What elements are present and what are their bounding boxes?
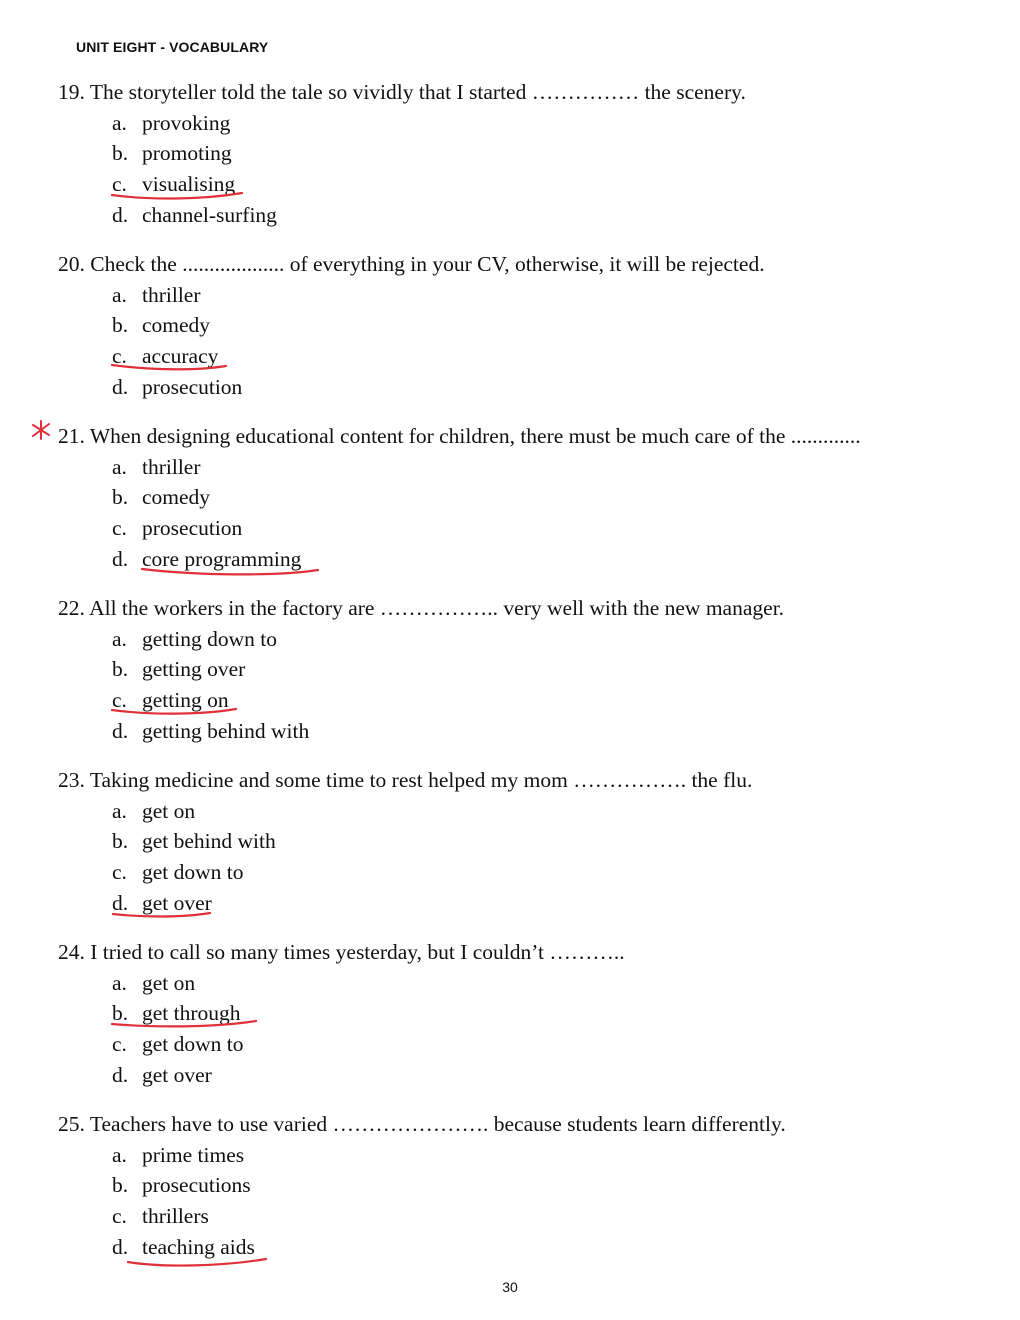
option-a: a. get on xyxy=(112,970,196,995)
option-d: d. core programming xyxy=(112,544,978,575)
option-a: a. thriller xyxy=(112,454,201,479)
option-b: b. getting over xyxy=(112,657,246,682)
option-d: d. getting behind with xyxy=(112,718,310,743)
option-c: c. visualising xyxy=(112,169,978,200)
question-text: 24. I tried to call so many times yesterday, but I couldn’t ……….. xyxy=(58,940,625,964)
option-c: c. getting on xyxy=(112,685,978,716)
question-text: 25. Teachers have to use varied …………………. because students learn differently. xyxy=(58,1112,786,1136)
option-c: c. get down to xyxy=(112,1032,244,1057)
question-25 xyxy=(58,1109,978,1262)
option-b: b. comedy xyxy=(112,485,211,510)
option-a: a. getting down to xyxy=(112,626,277,651)
option-a: a. provoking xyxy=(112,110,231,135)
option-c: c. accuracy xyxy=(112,341,978,372)
option-b: b. comedy xyxy=(112,313,211,338)
question-text: 22. All the workers in the factory are …………….. very well with the new manager. xyxy=(58,596,785,620)
option-a: a. thriller xyxy=(112,282,201,307)
question-24 xyxy=(58,937,978,1090)
question-text: 21. When designing educational content for children, there must be much care of the ............. xyxy=(58,424,861,448)
page-number: 30 xyxy=(502,1279,518,1295)
option-d: d. teaching aids xyxy=(112,1232,978,1263)
question-21 xyxy=(58,421,978,574)
option-d: d. get over xyxy=(112,888,978,919)
question-text: 20. Check the ................... of everything in your CV, otherwise, it will be rejected. xyxy=(58,252,765,276)
question-22 xyxy=(58,593,978,746)
unit-header: UNIT EIGHT - VOCABULARY xyxy=(76,39,269,55)
question-text: 19. The storyteller told the tale so vividly that I started …………… the scenery. xyxy=(58,80,746,104)
question-20 xyxy=(58,249,978,402)
star-annotation-icon xyxy=(31,419,51,441)
option-c: c. get down to xyxy=(112,860,244,885)
option-c: c. prosecution xyxy=(112,516,243,541)
option-d: d. channel-surfing xyxy=(112,202,277,227)
question-19 xyxy=(58,77,978,230)
question-text: 23. Taking medicine and some time to rest helped my mom ……………. the flu. xyxy=(58,768,753,792)
option-c: c. thrillers xyxy=(112,1204,209,1229)
option-b: b. prosecutions xyxy=(112,1173,251,1198)
option-d: d. get over xyxy=(112,1062,212,1087)
option-b: b. promoting xyxy=(112,141,232,166)
option-a: a. prime times xyxy=(112,1142,245,1167)
question-23 xyxy=(58,765,978,918)
option-d: d. prosecution xyxy=(112,374,243,399)
option-b: b. get through xyxy=(112,998,978,1029)
option-a: a. get on xyxy=(112,798,196,823)
option-b: b. get behind with xyxy=(112,829,276,854)
